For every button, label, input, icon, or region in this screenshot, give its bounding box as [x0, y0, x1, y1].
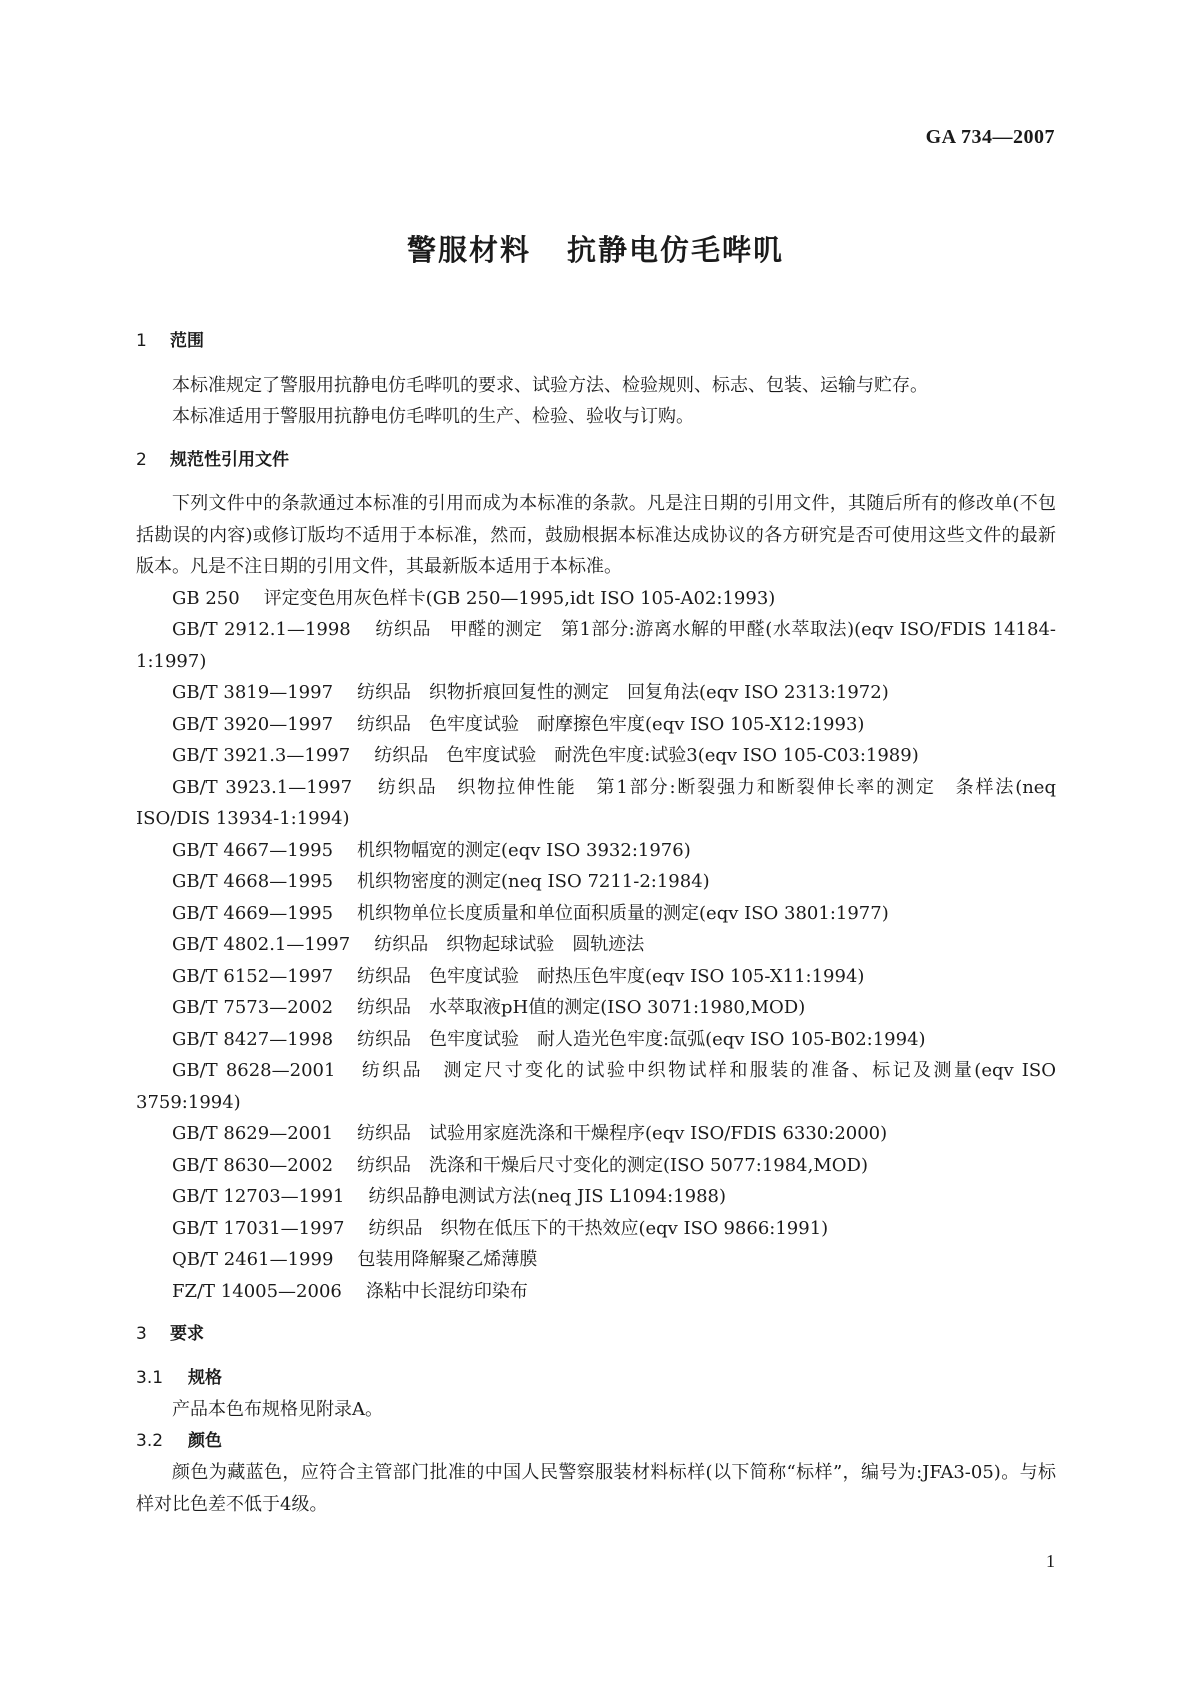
section-2-heading: [136, 445, 1056, 477]
reference-title: 纺织品 织物折痕回复性的测定 回复角法(eqv ISO 2313:1972): [357, 682, 889, 703]
reference-title: 机织物密度的测定(neq ISO 7211-2:1984): [357, 871, 710, 892]
reference-item: [136, 772, 1056, 835]
reference-title: 纺织品 色牢度试验 耐人造光色牢度:氙弧(eqv ISO 105-B02:1994): [357, 1028, 926, 1050]
reference-code: GB/T 3923.1—1997: [172, 776, 353, 798]
reference-item: [136, 1055, 1056, 1118]
section-title: 规格: [188, 1367, 222, 1388]
reference-item: [136, 740, 1056, 772]
reference-code: GB/T 8629—2001: [172, 1123, 334, 1144]
reference-item: [136, 1150, 1056, 1182]
reference-code: GB/T 3920—1997: [172, 713, 334, 735]
reference-item: [136, 961, 1056, 993]
reference-item: [136, 1024, 1056, 1056]
document-body: [136, 326, 1056, 1520]
section-3-1-heading: [136, 1363, 1056, 1395]
reference-code: GB/T 8427—1998: [172, 1028, 334, 1050]
section-number: 1: [136, 331, 147, 351]
title-part2: 抗静电仿毛哔叽: [567, 233, 785, 267]
reference-list: [136, 583, 1056, 1308]
reference-item: [136, 583, 1056, 615]
reference-title: 纺织品 织物拉伸性能 第1部分:断裂强力和断裂伸长率的测定 条样法(neq ISO/DIS 13934-1:1994): [136, 776, 1056, 829]
reference-code: GB/T 2912.1—1998: [172, 619, 351, 640]
reference-code: GB/T 4669—1995: [172, 902, 334, 924]
reference-code: GB/T 12703—1991: [172, 1186, 345, 1207]
reference-title: 纺织品 洗涤和干燥后尺寸变化的测定(ISO 5077:1984,MOD): [357, 1154, 869, 1176]
reference-title: 纺织品 色牢度试验 耐摩擦色牢度(eqv ISO 105-X12:1993): [357, 713, 865, 735]
reference-item: [136, 614, 1056, 677]
reference-item: [136, 1118, 1056, 1150]
reference-code: GB/T 3819—1997: [172, 682, 334, 703]
section-1-heading: [136, 326, 1056, 358]
section-title: 颜色: [188, 1430, 222, 1451]
reference-title: 纺织品 测定尺寸变化的试验中织物试样和服装的准备、标记及测量(eqv ISO 3759:1994): [136, 1060, 1056, 1113]
reference-code: GB/T 8630—2002: [172, 1154, 334, 1176]
section-2-body: [136, 488, 1056, 1307]
reference-item: [136, 1276, 1056, 1308]
section-3-heading: [136, 1319, 1056, 1351]
section-title: 要求: [170, 1324, 204, 1344]
reference-title: 纺织品 甲醛的测定 第1部分:游离水解的甲醛(水萃取法)(eqv ISO/FDIS 14184-1:1997): [136, 619, 1056, 672]
reference-title: 机织物幅宽的测定(eqv ISO 3932:1976): [357, 839, 691, 861]
section-number: 3.1: [136, 1367, 164, 1388]
reference-item: [136, 835, 1056, 867]
reference-item: [136, 1181, 1056, 1213]
reference-item: [136, 1244, 1056, 1276]
document-title: [0, 228, 1191, 269]
reference-code: FZ/T 14005—2006: [172, 1280, 342, 1302]
reference-title: 纺织品 水萃取液pH值的测定(ISO 3071:1980,MOD): [357, 997, 806, 1018]
reference-item: [136, 709, 1056, 741]
reference-title: 机织物单位长度质量和单位面积质量的测定(eqv ISO 3801:1977): [357, 902, 889, 924]
section-number: 3: [136, 1324, 147, 1344]
reference-item: [136, 866, 1056, 898]
title-part1: 警服材料: [406, 233, 531, 267]
reference-title: 纺织品 色牢度试验 耐热压色牢度(eqv ISO 105-X11:1994): [357, 965, 865, 987]
paragraph: 本标准适用于警服用抗静电仿毛哔叽的生产、检验、验收与订购。: [172, 406, 694, 427]
reference-item: [136, 1213, 1056, 1245]
page-number: 1: [1046, 1551, 1055, 1571]
reference-title: 包装用降解聚乙烯薄膜: [357, 1249, 538, 1270]
reference-code: GB/T 8628—2001: [172, 1060, 336, 1081]
reference-item: [136, 898, 1056, 930]
reference-title: 纺织品静电测试方法(neq JIS L1094:1988): [368, 1186, 727, 1207]
reference-code: GB/T 6152—1997: [172, 965, 334, 987]
section-title: 规范性引用文件: [170, 449, 289, 470]
reference-code: QB/T 2461—1999: [172, 1249, 334, 1270]
reference-code: GB/T 3921.3—1997: [172, 745, 351, 766]
reference-code: GB/T 4667—1995: [172, 839, 334, 861]
section-3-2-heading: [136, 1426, 1056, 1458]
reference-code: GB/T 4802.1—1997: [172, 934, 351, 955]
paragraph: 产品本色布规格见附录A。: [172, 1399, 383, 1420]
reference-title: 纺织品 织物在低压下的干热效应(eqv ISO 9866:1991): [368, 1217, 829, 1239]
reference-title: 纺织品 织物起球试验 圆轨迹法: [374, 934, 645, 955]
paragraph: 本标准规定了警服用抗静电仿毛哔叽的要求、试验方法、检验规则、标志、包装、运输与贮存。: [172, 374, 928, 396]
section-number: 3.2: [136, 1430, 164, 1451]
reference-code: GB/T 4668—1995: [172, 871, 334, 892]
reference-item: [136, 992, 1056, 1024]
reference-title: 涤粘中长混纺印染布: [365, 1280, 528, 1302]
reference-code: GB/T 7573—2002: [172, 997, 334, 1018]
reference-title: 评定变色用灰色样卡(GB 250—1995,idt ISO 105-A02:1993): [263, 587, 776, 609]
paragraph: 下列文件中的条款通过本标准的引用而成为本标准的条款。凡是注日期的引用文件，其随后所有的修改单(不包括勘误的内容)或修订版均不适用于本标准，然而，鼓励根据本标准达成协议的各方研究是否可使用这些文件的最新版本。凡是不注日期的引用文件，其最新版本适用于本标准。: [136, 493, 1056, 577]
reference-code: GB 250: [172, 587, 240, 609]
reference-title: 纺织品 色牢度试验 耐洗色牢度:试验3(eqv ISO 105-C03:1989): [374, 745, 919, 766]
paragraph: 颜色为藏蓝色，应符合主管部门批准的中国人民警察服装材料标样(以下简称“标样”，编号为:JFA3-05)。与标样对比色差不低于4级。: [136, 1462, 1056, 1515]
reference-item: [136, 677, 1056, 709]
section-number: 2: [136, 449, 147, 470]
reference-title: 纺织品 试验用家庭洗涤和干燥程序(eqv ISO/FDIS 6330:2000): [357, 1123, 888, 1144]
section-title: 范围: [170, 331, 204, 351]
standard-number: GA 734—2007: [925, 126, 1055, 148]
reference-code: GB/T 17031—1997: [172, 1217, 345, 1239]
reference-item: [136, 929, 1056, 961]
section-1-body: [136, 370, 1056, 433]
